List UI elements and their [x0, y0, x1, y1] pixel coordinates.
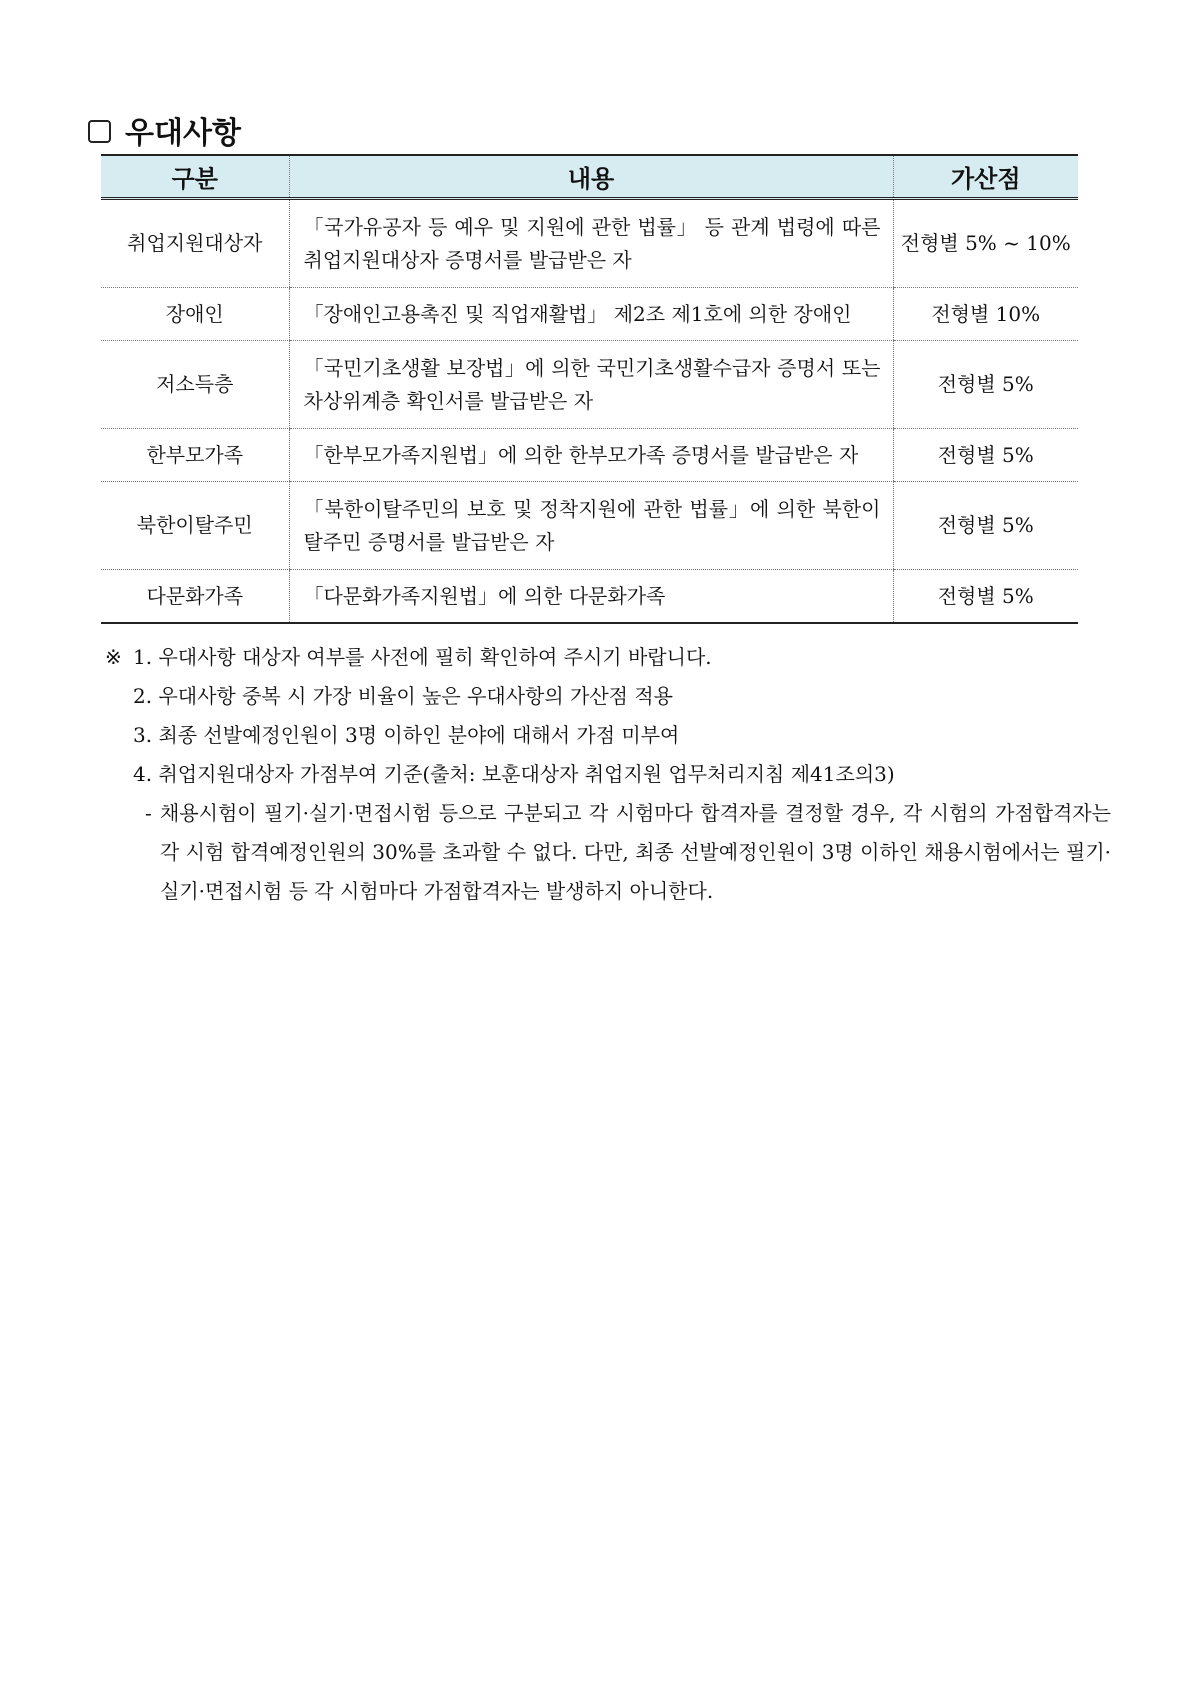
- reference-mark-icon: ※: [105, 645, 122, 669]
- note-text: 1. 우대사항 대상자 여부를 사전에 필히 확인하여 주시기 바랍니다.: [133, 645, 712, 669]
- row-category: 북한이탈주민: [101, 482, 289, 570]
- row-points: 전형별 5%: [893, 429, 1078, 482]
- header-description: 내용: [289, 155, 893, 199]
- note-text: 2. 우대사항 중복 시 가장 비율이 높은 우대사항의 가산점 적용: [133, 684, 673, 708]
- row-points: 전형별 5%: [893, 341, 1078, 429]
- note-item: [101, 755, 1111, 794]
- row-description: 「한부모가족지원법」에 의한 한부모가족 증명서를 발급받은 자: [289, 429, 893, 482]
- section-heading: [88, 108, 241, 152]
- row-description: 「국가유공자 등 예우 및 지원에 관한 법률」 등 관계 법령에 따른 취업지원대상자 증명서를 발급받은 자: [289, 199, 893, 288]
- row-description: 「다문화가족지원법」에 의한 다문화가족: [289, 570, 893, 624]
- dash-marker: -: [145, 801, 152, 825]
- note-bullet: [101, 794, 1111, 911]
- row-description: 「국민기초생활 보장법」에 의한 국민기초생활수급자 증명서 또는 차상위계층 확인서를 발급받은 자: [289, 341, 893, 429]
- note-item: [101, 677, 1111, 716]
- table-row: [101, 482, 1078, 570]
- table-row: [101, 199, 1078, 288]
- table-row: [101, 341, 1078, 429]
- row-category: 취업지원대상자: [101, 199, 289, 288]
- header-points: 가산점: [893, 155, 1078, 199]
- table-row: [101, 288, 1078, 341]
- table-header-row: [101, 155, 1078, 199]
- row-description: 「장애인고용촉진 및 직업재활법」 제2조 제1호에 의한 장애인: [289, 288, 893, 341]
- row-points: 전형별 5% ~ 10%: [893, 199, 1078, 288]
- section-title-text: 우대사항: [125, 116, 241, 151]
- row-category: 한부모가족: [101, 429, 289, 482]
- row-category: 장애인: [101, 288, 289, 341]
- table-row: [101, 429, 1078, 482]
- row-points: 전형별 5%: [893, 570, 1078, 624]
- checkbox-square-icon: [88, 120, 111, 143]
- note-text: 3. 최종 선발예정인원이 3명 이하인 분야에 대해서 가점 미부여: [133, 723, 680, 747]
- bullet-text: 채용시험이 필기·실기·면접시험 등으로 구분되고 각 시험마다 합격자를 결정할 경우, 각 시험의 가점합격자는 각 시험 합격예정인원의 30%를 초과할 수 없다. 다만, 최종 선발예정인원이 3명 이하인 채용시험에서는 필기·실기·면접시험 등 각 시험마다 가점합격자는 발생하지 아니한다.: [160, 801, 1112, 903]
- note-item: [101, 716, 1111, 755]
- header-category: 구분: [101, 155, 289, 199]
- note-item: [101, 638, 1111, 677]
- row-points: 전형별 5%: [893, 482, 1078, 570]
- row-category: 다문화가족: [101, 570, 289, 624]
- note-text: 4. 취업지원대상자 가점부여 기준(출처: 보훈대상자 취업지원 업무처리지침 제41조의3): [133, 762, 895, 786]
- row-description: 「북한이탈주민의 보호 및 정착지원에 관한 법률」에 의한 북한이탈주민 증명서를 발급받은 자: [289, 482, 893, 570]
- notes-section: [101, 638, 1111, 911]
- table-row: [101, 570, 1078, 624]
- row-category: 저소득층: [101, 341, 289, 429]
- preference-table: [101, 154, 1078, 624]
- row-points: 전형별 10%: [893, 288, 1078, 341]
